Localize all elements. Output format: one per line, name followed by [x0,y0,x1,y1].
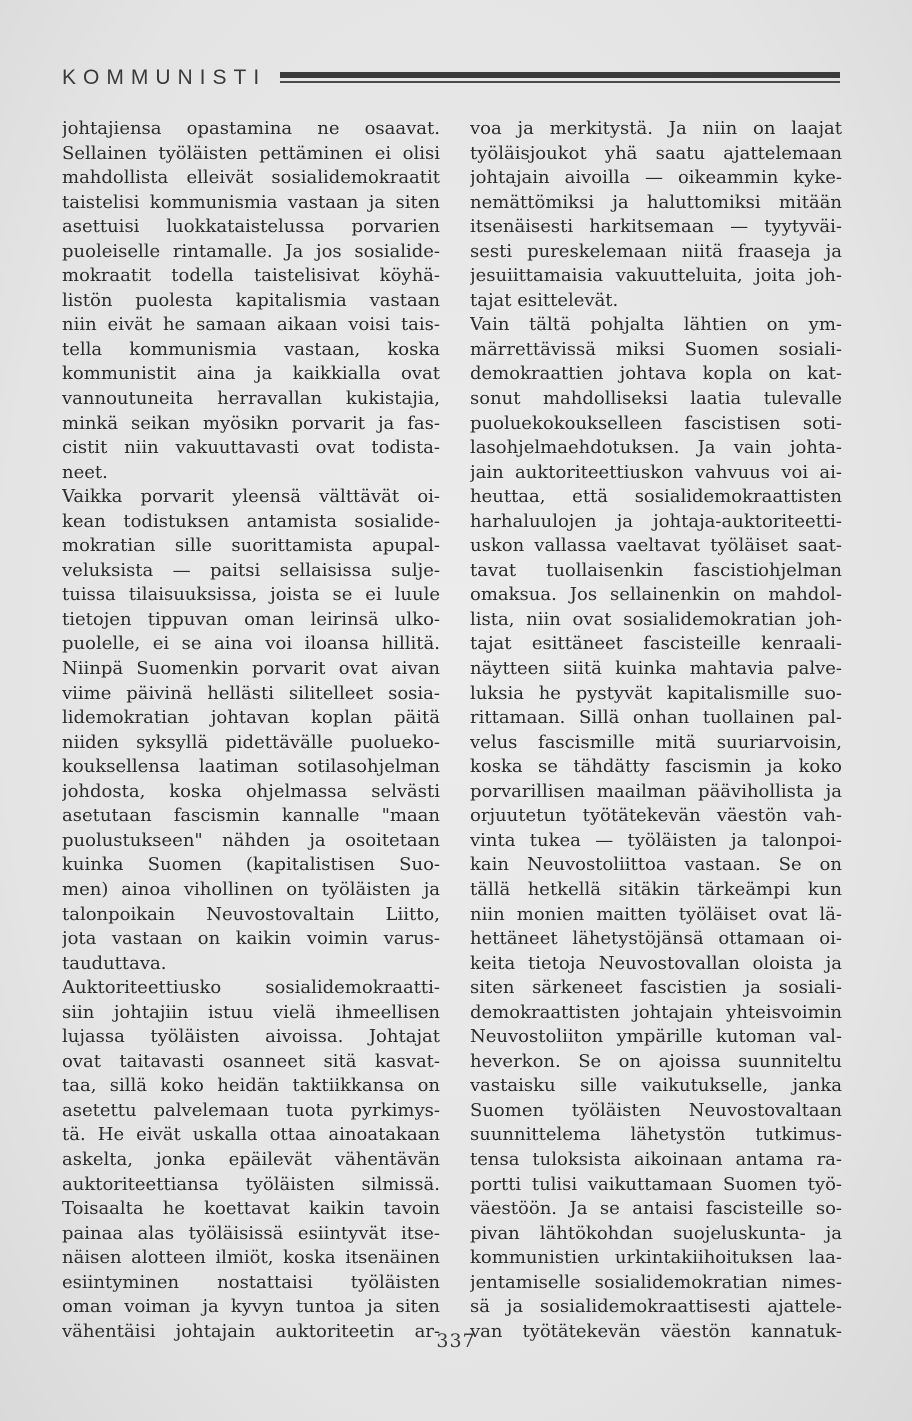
text-line: mokraatit todella taistelisivat köyhä- [62,265,440,287]
text-line: vähentäisi johtajain auktoriteetin ar- [62,1320,440,1342]
text-line: sonut mahdolliseksi laatia tulevalle [470,388,842,410]
text-line: Niinpä Suomenkin porvarit ovat aivan [62,658,440,680]
text-line: niin eivät he samaan aikaan voisi tais- [62,314,440,336]
text-line: luksia he pystyvät kapitalismille suo- [470,682,842,704]
text-line: vinta tukea — työläisten ja talonpoi- [470,829,842,851]
text-line: nemättömiksi ja haluttomiksi mitään [470,191,842,213]
text-line: listön puolesta kapitalismia vastaan [62,289,440,311]
text-line: veluksista — paitsi sellaisissa sulje- [62,559,440,581]
text-line: lujassa työläisten aivoissa. Johtajat [62,1026,440,1048]
text-line: sä ja sosialidemokraattisesti ajattele- [470,1296,842,1318]
text-line: johtajiensa opastamina ne osaavat. [62,118,440,139]
text-line: puoluekokoukselleen fascistisen soti- [470,412,842,434]
text-line: tällä hetkellä sitäkin tärkeämpi kun [470,878,842,900]
text-line: talonpoikain Neuvostovaltain Liitto, [62,903,440,925]
text-line: niin monien maitten työläiset ovat lä- [470,903,842,925]
text-line: van työtätekevän väestön kannatuk- [470,1320,842,1342]
text-line: taistelisi kommunismia vastaan ja siten [62,191,440,213]
text-line: väestöön. Ja se antaisi fascisteille so- [470,1198,842,1220]
text-line: auktoriteettiansa työläisten silmissä. [62,1173,440,1195]
text-line: kouksellensa laatiman sotilasohjelman [62,756,440,778]
header-rule-thick [280,72,840,78]
text-line: minkä seikan myösikn porvarit ja fas- [62,412,440,434]
text-line: puolelle, ei se aina voi iloansa hillitä. [62,633,440,655]
text-line: harhaluulojen ja johtaja-auktoriteetti- [470,510,842,532]
text-line: Suomen työläisten Neuvostovaltaan [470,1099,842,1121]
text-line: kommunistien urkintakiihoituksen laa- [470,1247,842,1269]
text-line: oman voiman ja kyvyn tuntoa ja siten [62,1296,440,1318]
text-line: koska se tähdätty fascismin ja koko [470,756,842,778]
text-line: tauduttava. [62,952,167,974]
text-line: tavat tuollaisenkin fascistiohjelman [470,559,842,581]
text-line: demokraattien johtava kopla on kat- [470,363,842,385]
text-line: viime päivinä hellästi silitelleet sosia- [62,682,440,704]
text-line: voa ja merkitystä. Ja niin on laajat [470,118,842,139]
text-line: tietojen tippuvan oman leirinsä ulko- [62,608,440,630]
text-line: suunnittelema lähetystön tutkimus- [470,1124,842,1146]
header-rule-thin [280,81,840,83]
text-line: tuissa tilaisuuksissa, joista se ei luule [62,584,440,606]
text-line: rittamaan. Sillä onhan tuollainen pal- [470,707,842,729]
text-line: niiden syksyllä pidettävälle puolueko- [62,731,440,753]
text-line: keita tietoja Neuvostovallan oloista ja [470,952,842,974]
page-header [62,64,840,92]
text-line: puolustukseen" nähden ja osoitetaan [62,829,440,851]
text-line: Vain tältä pohjalta lähtien on ym- [470,314,842,336]
text-line: Neuvostoliiton ympärille kutoman val- [470,1026,842,1048]
text-line: jota vastaan on kaikin voimin varus- [62,928,440,950]
text-line: esiintyminen nostattaisi työläisten [62,1271,440,1293]
text-line: itsenäisesti harkitsemaan — tyytyväi- [470,216,842,238]
text-line: painaa alas työläisissä esiintyvät itse- [62,1222,440,1244]
running-title: KOMMUNISTI [62,66,267,89]
text-line: vastaisku sille vaikutukselle, janka [470,1075,842,1097]
left-text-column [62,117,440,1344]
text-line: lidemokratian johtavan koplan päitä [62,707,440,729]
text-line: asetettu palvelemaan tuota pyrkimys- [62,1099,440,1121]
text-line: siin johtajiin istuu vielä ihmeellisen [62,1001,440,1023]
text-line: men) ainoa vihollinen on työläisten ja [62,878,440,900]
text-line: lasohjelmaehdotuksen. Ja vain johta- [470,437,842,459]
text-line: Toisaalta he koettavat kaikin tavoin [62,1198,440,1220]
text-line: johtajain aivoilla — oikeammin kyke- [470,167,842,189]
text-line: työläisjoukot yhä saatu ajattelemaan [470,142,842,164]
text-line: tella kommunismia vastaan, koska [62,338,440,360]
text-line: pivan lähtökohdan suojeluskunta- ja [470,1222,842,1244]
text-line: heverkon. Se on ajoissa suunniteltu [470,1050,842,1072]
text-line: tajat esittelevät. [470,289,619,311]
right-text-column [470,117,842,1344]
text-line: uskon vallassa vaeltavat työläiset saat- [470,535,842,557]
text-line: tajat esittäneet fascisteille kenraali- [470,633,842,655]
text-line: tä. He eivät uskalla ottaa ainoatakaan [62,1124,440,1146]
text-line: porvarillisen maailman päävihollista ja [470,780,842,802]
text-line: puoleiselle rintamalle. Ja jos sosialide- [62,240,440,262]
text-line: kean todistuksen antamista sosialide- [62,510,440,532]
text-line: askelta, jonka epäilevät vähentävän [62,1148,440,1170]
text-line: asettuisi luokkataistelussa porvarien [62,216,440,238]
text-line: mahdollista elleivät sosialidemokraatit [62,167,440,189]
text-line: tensa tuloksista aikoinaan antama ra- [470,1148,842,1170]
text-line: vannoutuneita herravallan kukistajia, [62,388,440,410]
text-line: demokraattisten johtajain yhteisvoimin [470,1001,842,1023]
text-line: neet. [62,461,108,483]
text-line: kain Neuvostoliittoa vastaan. Se on [470,854,842,876]
text-line: Vaikka porvarit yleensä välttävät oi- [62,486,440,508]
text-line: heuttaa, että sosialidemokraattisten [470,486,842,508]
text-line: cistit niin vakuuttavasti ovat todista- [62,437,440,459]
text-line: velus fascismille mitä suuriarvoisin, [470,731,842,753]
header-rule [280,72,840,84]
text-line: kuinka Suomen (kapitalistisen Suo- [62,854,440,876]
text-line: ovat taitavasti osanneet sitä kasvat- [62,1050,440,1072]
text-line: omaksua. Jos sellainenkin on mahdol- [470,584,842,606]
text-line: siten särkeneet fascistien ja sosiali- [470,977,842,999]
text-line: orjuutetun työtätekevän väestön vah- [470,805,842,827]
text-line: näytteen siitä kuinka mahtavia palve- [470,658,842,680]
text-line: asetutaan fascismin kannalle "maan [62,805,440,827]
page-number: 337 [436,1330,476,1352]
text-line: sesti pureskelemaan niitä fraaseja ja [470,240,842,262]
text-line: jain auktoriteettiuskon vahvuus voi ai- [470,461,842,483]
text-line: mokratian sille suorittamista apupal- [62,535,440,557]
text-line: hettäneet lähetystöjänsä ottamaan oi- [470,928,842,950]
text-line: lista, niin ovat sosialidemokratian joh- [470,608,842,630]
text-line: märrettävissä miksi Suomen sosiali- [470,338,842,360]
text-line: Auktoriteettiusko sosialidemokraatti- [62,977,440,999]
text-line: johdosta, koska ohjelmassa selvästi [62,780,440,802]
text-line: taa, sillä koko heidän taktiikkansa on [62,1075,440,1097]
text-line: näisen alotteen ilmiöt, koska itsenäinen [62,1247,440,1269]
text-line: kommunistit aina ja kaikkialla ovat [62,363,440,385]
text-line: jesuiittamaisia vakuutteluita, joita joh- [470,265,842,287]
text-line: jentamiselle sosialidemokratian nimes- [470,1271,842,1293]
text-line: portti tulisi vaikuttamaan Suomen työ- [470,1173,842,1195]
text-line: Sellainen työläisten pettäminen ei olisi [62,142,440,164]
